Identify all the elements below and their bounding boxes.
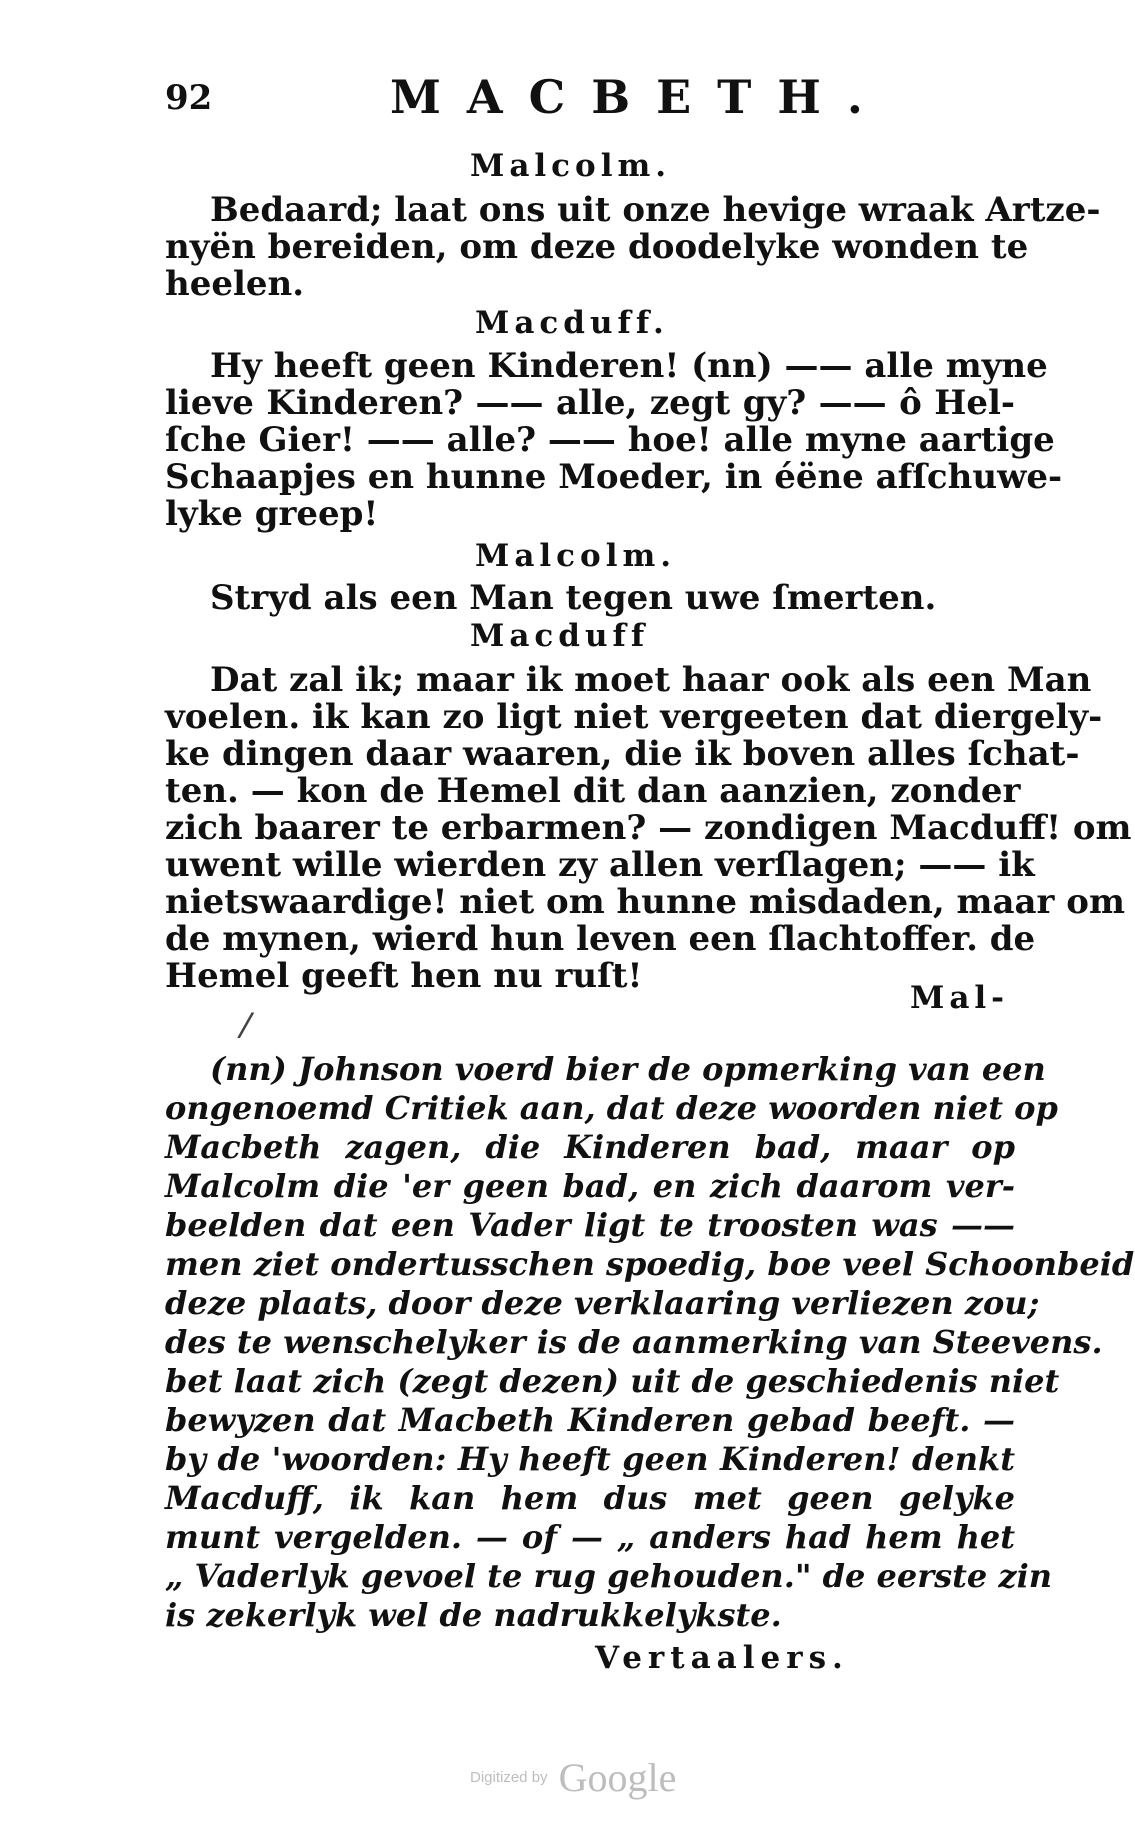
page-number: 92: [165, 78, 213, 118]
footnote-line: „ Vaderlyk gevoel te rug gehouden." de eerste zin: [165, 1557, 1052, 1595]
text-line: ke dingen daar waaren, die ik boven alles ſchat-: [165, 734, 1080, 774]
speaker-name: Macduff: [470, 618, 650, 654]
footnote-line: ongenoemd Critiek aan, dat deze woorden niet op: [165, 1089, 1058, 1127]
footnote-line: (nn) Johnson voerd bier de opmerking van een: [210, 1050, 1046, 1088]
watermark-prefix: Digitized by: [470, 1769, 548, 1786]
footnote-line: bewyzen dat Macbeth Kinderen gebad beeft. —: [165, 1401, 1015, 1439]
text-line: de mynen, wierd hun leven een ſlachtoffer. de: [165, 919, 1036, 959]
footnote-line: Malcolm die 'er geen bad, en zich daarom ver-: [165, 1167, 1015, 1205]
text-line: lyke greep!: [165, 494, 379, 534]
footnote-line: bet laat zich (zegt dezen) uit de geschiedenis niet: [165, 1362, 1060, 1400]
speaker-name: Malcolm.: [475, 538, 677, 574]
footnote-line: des te wenschelyker is de aanmerking van Steevens.: [165, 1323, 1103, 1361]
text-line: voelen. ik kan zo ligt niet vergeeten dat diergely-: [165, 697, 1103, 737]
text-line: Hy heeft geen Kinderen! (nn) —— alle myne: [210, 346, 1048, 386]
footnote-line: men ziet ondertusschen spoedig, boe veel Schoonbeid: [165, 1245, 1135, 1283]
speech-text: [165, 580, 1015, 617]
speaker-name: Macduff.: [475, 305, 669, 341]
footnote-line: deze plaats, door deze verklaaring verliezen zou;: [165, 1284, 1040, 1322]
text-line: Schaapjes en hunne Moeder, in éëne afſchuwe-: [165, 457, 1063, 497]
text-line: zich baarer te erbarmen? — zondigen Macduff! om: [165, 808, 1132, 848]
text-line: Dat zal ik; maar ik moet haar ook als een Man: [210, 660, 1092, 700]
footnote-line: munt vergelden. — of — „ anders had hem het: [165, 1518, 1015, 1556]
watermark-logo: Google: [558, 1755, 677, 1800]
footnote-line: Macbeth zagen, die Kinderen bad, maar op: [165, 1128, 1015, 1166]
catchword: Mal-: [910, 980, 1010, 1016]
page-header: [165, 70, 1025, 130]
text-line: heelen.: [165, 264, 305, 304]
text-line: nietswaardige! niet om hunne misdaden, maar om: [165, 882, 1125, 922]
footnote-line: by de 'woorden: Hy heeft geen Kinderen! denkt: [165, 1440, 1015, 1478]
text-line: nyën bereiden, om deze doodelyke wonden te: [165, 227, 1029, 267]
running-title: MACBETH.: [390, 70, 889, 124]
digitized-watermark: [470, 1754, 676, 1801]
speech-text: [165, 346, 1063, 534]
speech-text: [165, 190, 1101, 304]
stray-ink-mark: /: [235, 1004, 256, 1046]
text-line: uwent wille wierden zy allen verſlagen; —— ik: [165, 845, 1035, 885]
footnote-line: is zekerlyk wel de nadrukkelykste.: [165, 1596, 782, 1634]
text-line: Bedaard; laat ons uit onze hevige wraak Artze-: [210, 190, 1101, 230]
footnote-line: Macduff, ik kan hem dus met geen gelyke: [165, 1479, 1015, 1517]
footnote-line: beelden dat een Vader ligt te troosten was ——: [165, 1206, 1015, 1244]
speech-text: [165, 660, 1132, 996]
text-line: Hemel geeft hen nu ruſt!: [165, 956, 643, 996]
translator-signature: Vertaalers.: [595, 1640, 849, 1676]
text-line: lieve Kinderen? —— alle, zegt gy? —— ô Hel-: [165, 383, 1015, 423]
text-line: ten. — kon de Hemel dit dan aanzien, zonder: [165, 771, 1021, 811]
speaker-name: Malcolm.: [470, 148, 672, 184]
footnote: [165, 1050, 1135, 1635]
text-line: ſche Gier! —— alle? —— hoe! alle myne aartige: [165, 420, 1055, 460]
text-line: Stryd als een Man tegen uwe ſmerten.: [210, 578, 937, 618]
